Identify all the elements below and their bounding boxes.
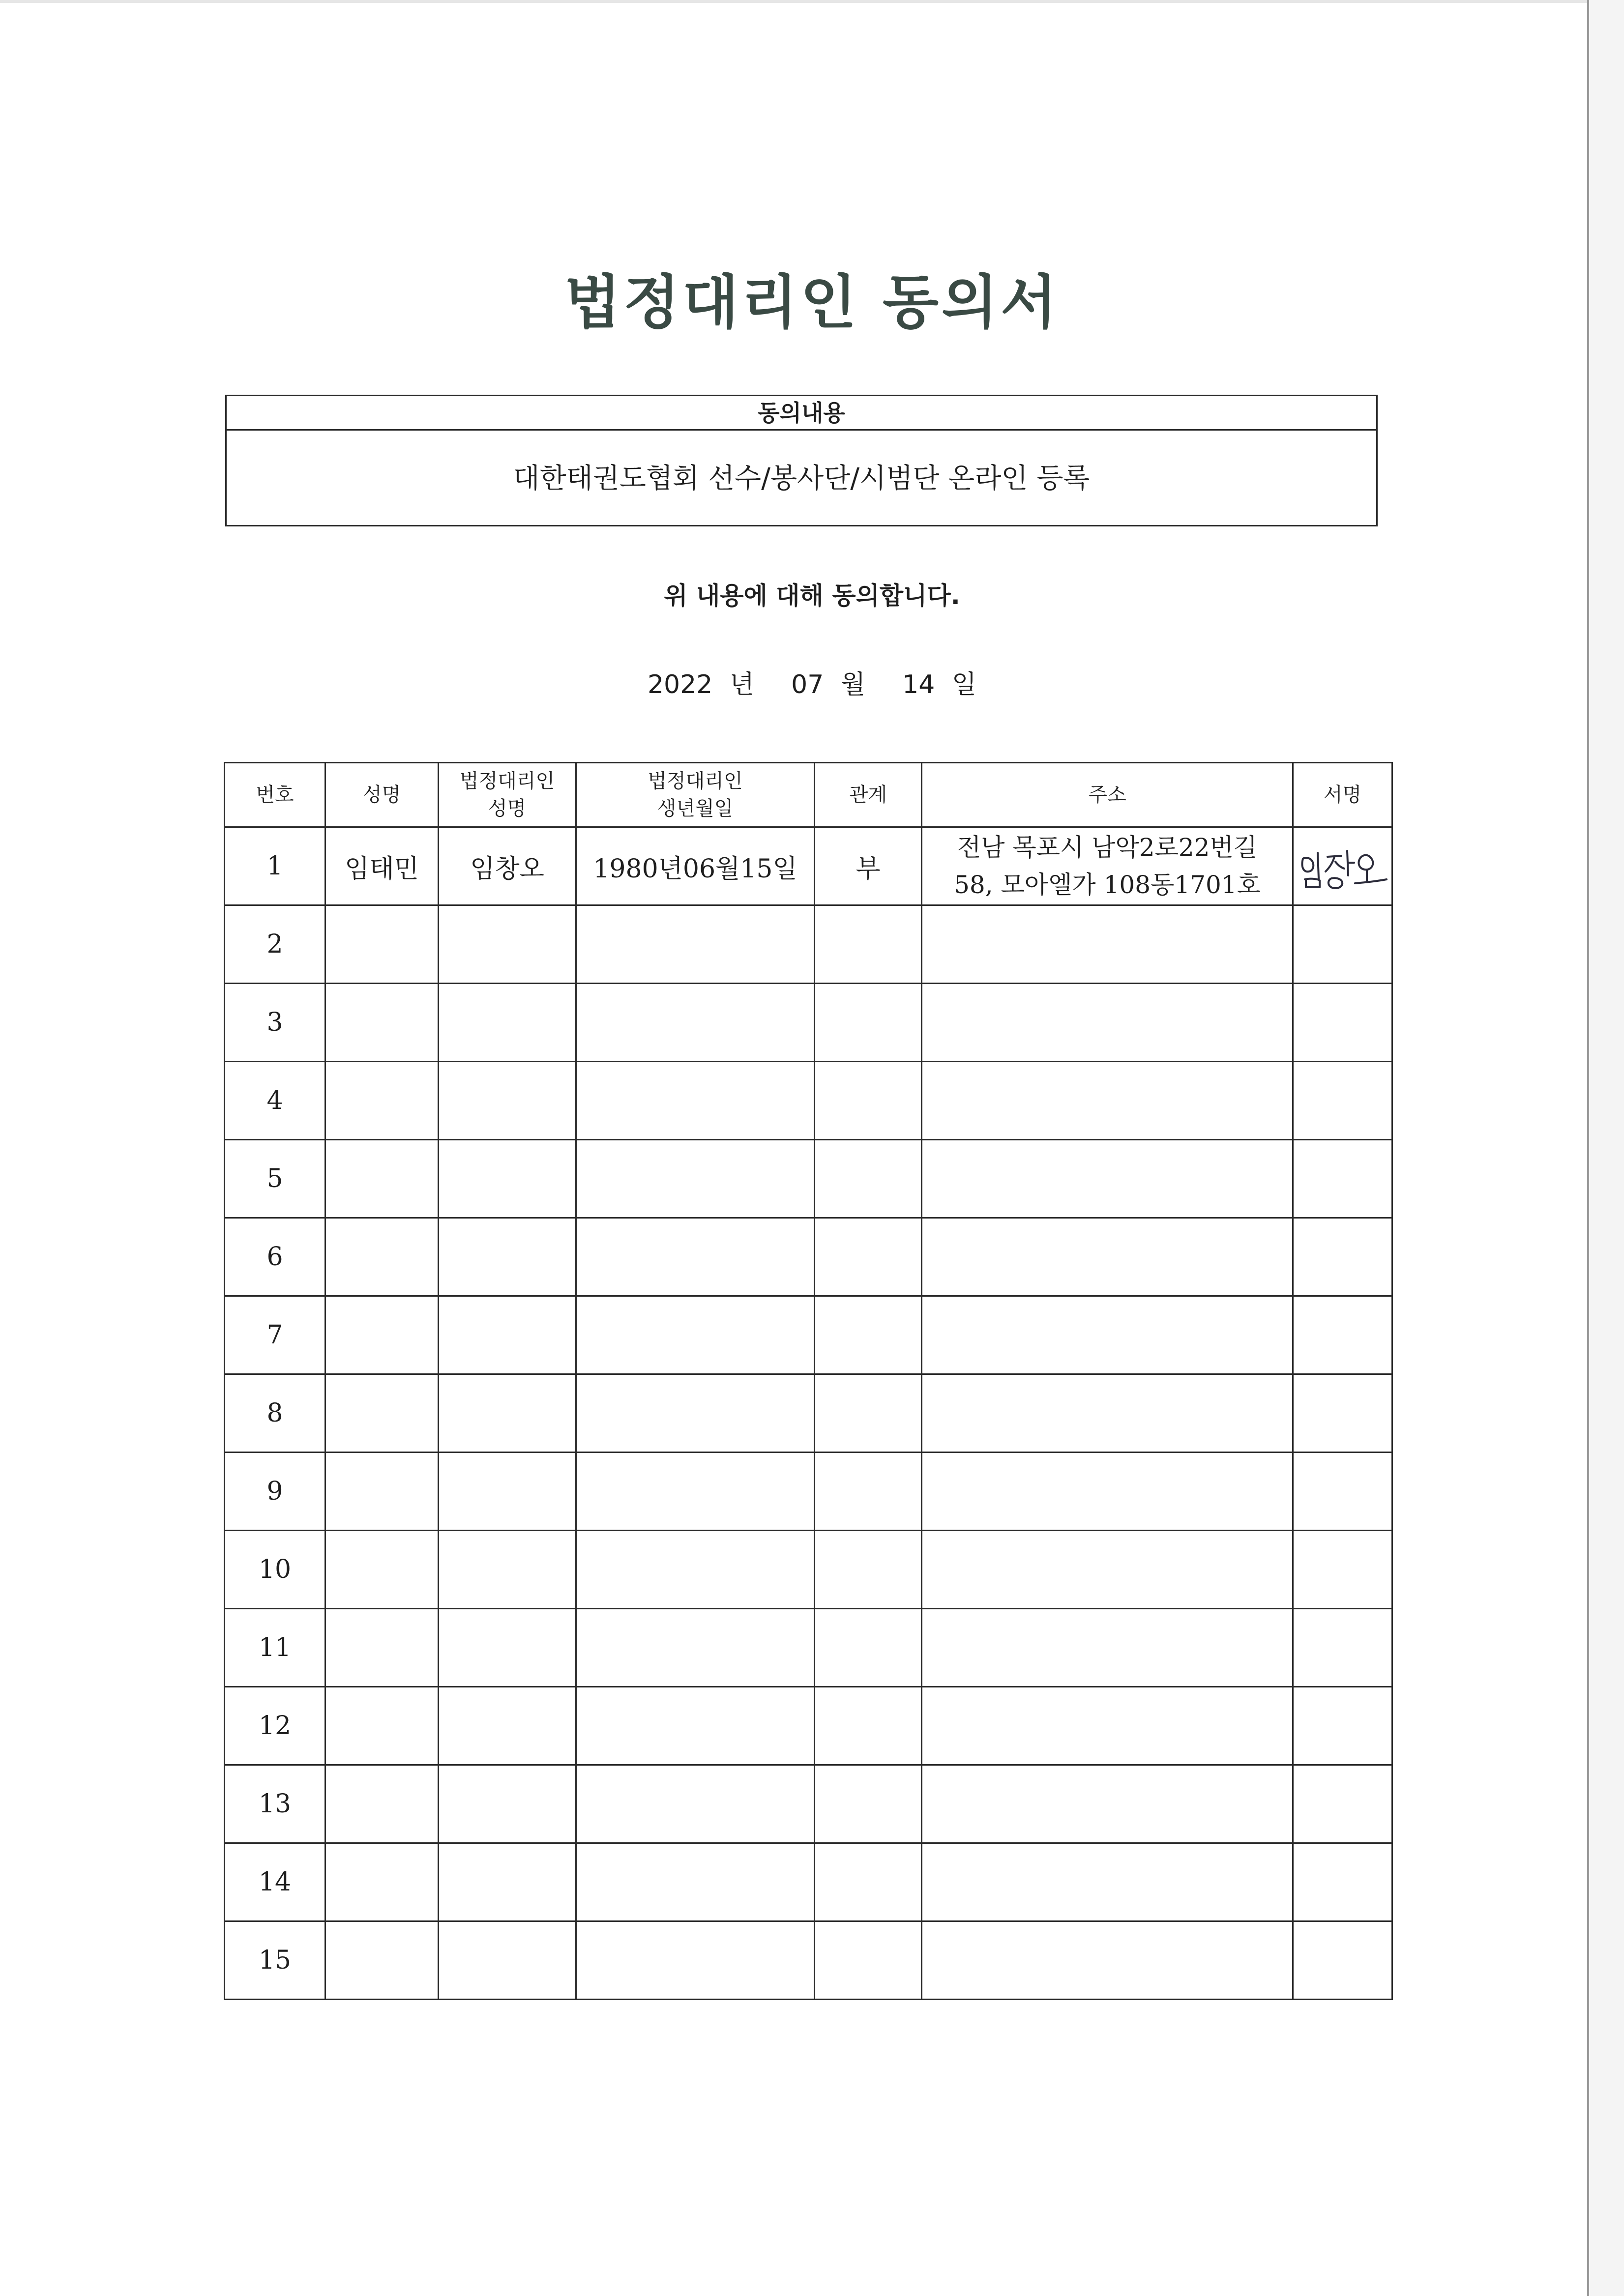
cell-guardian-name	[439, 1843, 576, 1921]
cell-relation	[815, 905, 922, 984]
cell-address	[922, 1765, 1293, 1843]
cell-name	[325, 1140, 439, 1218]
cell-address	[922, 1609, 1293, 1687]
cell-guardian-birth	[576, 1218, 815, 1296]
table-row	[225, 1374, 1392, 1453]
cell-guardian-birth	[576, 1140, 815, 1218]
date-day: 14	[902, 670, 935, 699]
cell-no: 14	[225, 1843, 325, 1921]
cell-guardian-birth	[576, 1843, 815, 1921]
table-row	[225, 1687, 1392, 1765]
consent-header: 동의내용	[227, 396, 1376, 431]
cell-address	[922, 984, 1293, 1062]
cell-name	[325, 1062, 439, 1140]
cell-signature	[1293, 1765, 1392, 1843]
scan-edge-margin	[1589, 0, 1624, 2296]
cell-relation	[815, 1453, 922, 1531]
cell-guardian-birth: 1980년06월15일	[576, 827, 815, 905]
header-guardian-name-line2: 성명	[488, 797, 527, 820]
cell-signature	[1293, 1218, 1392, 1296]
cell-signature	[1293, 1531, 1392, 1609]
consent-body: 대한태권도협회 선수/봉사단/시범단 온라인 등록	[513, 463, 1090, 494]
cell-guardian-name	[439, 1218, 576, 1296]
address-line-2: 58, 모아엘가 108동1701호	[954, 871, 1261, 899]
cell-relation	[815, 1609, 922, 1687]
cell-relation	[815, 1921, 922, 2000]
table-row	[225, 827, 1392, 905]
cell-guardian-birth	[576, 1531, 815, 1609]
cell-no: 12	[225, 1687, 325, 1765]
cell-relation	[815, 984, 922, 1062]
cell-signature	[1293, 1609, 1392, 1687]
cell-relation	[815, 1062, 922, 1140]
cell-guardian-name	[439, 1531, 576, 1609]
cell-no: 9	[225, 1453, 325, 1531]
cell-guardian-name	[439, 1687, 576, 1765]
consent-box	[225, 395, 1378, 526]
cell-guardian-name: 임창오	[439, 827, 576, 905]
cell-guardian-name	[439, 984, 576, 1062]
table-row	[225, 1609, 1392, 1687]
cell-guardian-birth	[576, 1374, 815, 1453]
cell-name	[325, 1921, 439, 2000]
cell-no: 1	[225, 827, 325, 905]
cell-signature	[1293, 905, 1392, 984]
cell-guardian-name	[439, 1296, 576, 1374]
cell-signature	[1293, 984, 1392, 1062]
cell-address	[922, 1843, 1293, 1921]
cell-no: 13	[225, 1765, 325, 1843]
cell-address	[922, 1453, 1293, 1531]
header-guardian-name	[439, 763, 576, 827]
cell-name	[325, 1453, 439, 1531]
table-row	[225, 1921, 1392, 2000]
scan-edge-top	[0, 0, 1624, 3]
header-guardian-birth	[576, 763, 815, 827]
date-year: 2022	[647, 670, 713, 699]
guardian-table	[224, 762, 1393, 2000]
table-row	[225, 905, 1392, 984]
cell-relation	[815, 1843, 922, 1921]
cell-guardian-birth	[576, 1453, 815, 1531]
cell-guardian-name	[439, 1609, 576, 1687]
cell-relation	[815, 1374, 922, 1453]
cell-address	[922, 1062, 1293, 1140]
cell-no: 8	[225, 1374, 325, 1453]
header-guardian-birth-line1: 법정대리인	[648, 770, 743, 792]
cell-relation	[815, 1765, 922, 1843]
date-day-unit: 일	[951, 670, 977, 699]
cell-relation	[815, 1531, 922, 1609]
cell-address	[922, 1218, 1293, 1296]
table-row	[225, 1218, 1392, 1296]
cell-no: 5	[225, 1140, 325, 1218]
table-header-row	[225, 763, 1392, 827]
header-signature: 서명	[1293, 763, 1392, 827]
cell-guardian-name	[439, 1062, 576, 1140]
header-name: 성명	[325, 763, 439, 827]
table-row	[225, 1531, 1392, 1609]
cell-no: 11	[225, 1609, 325, 1687]
header-relation: 관계	[815, 763, 922, 827]
table-row	[225, 984, 1392, 1062]
cell-address	[922, 1140, 1293, 1218]
cell-guardian-birth	[576, 1687, 815, 1765]
cell-signature	[1293, 1374, 1392, 1453]
table-row	[225, 1140, 1392, 1218]
cell-address	[922, 1374, 1293, 1453]
cell-address	[922, 905, 1293, 984]
table-row	[225, 1062, 1392, 1140]
cell-address	[922, 827, 1293, 905]
cell-no: 2	[225, 905, 325, 984]
cell-guardian-name	[439, 1453, 576, 1531]
cell-name	[325, 1687, 439, 1765]
cell-guardian-name	[439, 1374, 576, 1453]
cell-name	[325, 1765, 439, 1843]
date-year-unit: 년	[729, 670, 755, 699]
cell-name	[325, 1531, 439, 1609]
cell-guardian-birth	[576, 905, 815, 984]
cell-relation	[815, 1296, 922, 1374]
cell-guardian-birth	[576, 1609, 815, 1687]
cell-address	[922, 1531, 1293, 1609]
cell-guardian-birth	[576, 1296, 815, 1374]
cell-guardian-birth	[576, 1921, 815, 2000]
cell-relation	[815, 1140, 922, 1218]
table-row	[225, 1765, 1392, 1843]
cell-name	[325, 1609, 439, 1687]
cell-relation	[815, 1687, 922, 1765]
date-line	[0, 664, 1624, 700]
table-row	[225, 1843, 1392, 1921]
cell-signature	[1293, 1296, 1392, 1374]
agreement-text: 위 내용에 대해 동의합니다.	[664, 581, 960, 610]
cell-no: 15	[225, 1921, 325, 2000]
cell-no: 7	[225, 1296, 325, 1374]
table-row	[225, 1453, 1392, 1531]
cell-signature	[1293, 1921, 1392, 2000]
cell-signature	[1293, 1843, 1392, 1921]
cell-address	[922, 1687, 1293, 1765]
cell-guardian-birth	[576, 1062, 815, 1140]
cell-signature	[1293, 827, 1392, 905]
address-line-1: 전남 목포시 남악2로22번길	[957, 833, 1258, 862]
date-month: 07	[791, 670, 824, 699]
cell-relation: 부	[815, 827, 922, 905]
cell-guardian-name	[439, 1140, 576, 1218]
table-row	[225, 1296, 1392, 1374]
cell-name	[325, 1374, 439, 1453]
cell-no: 4	[225, 1062, 325, 1140]
cell-name	[325, 1218, 439, 1296]
cell-signature	[1293, 1062, 1392, 1140]
cell-address	[922, 1296, 1293, 1374]
cell-name	[325, 905, 439, 984]
cell-name	[325, 1843, 439, 1921]
document-title: 법정대리인 동의서	[564, 268, 1060, 336]
cell-relation	[815, 1218, 922, 1296]
cell-signature	[1293, 1453, 1392, 1531]
header-guardian-birth-line2: 생년월일	[657, 797, 734, 820]
cell-guardian-name	[439, 1921, 576, 2000]
header-no: 번호	[225, 763, 325, 827]
handwritten-signature	[1296, 839, 1389, 893]
date-month-unit: 월	[840, 670, 866, 699]
cell-no: 3	[225, 984, 325, 1062]
cell-address	[922, 1921, 1293, 2000]
cell-guardian-name	[439, 1765, 576, 1843]
cell-name: 임태민	[325, 827, 439, 905]
header-address: 주소	[922, 763, 1293, 827]
header-guardian-name-line1: 법정대리인	[459, 770, 555, 792]
cell-guardian-name	[439, 905, 576, 984]
cell-guardian-birth	[576, 984, 815, 1062]
cell-name	[325, 1296, 439, 1374]
cell-signature	[1293, 1687, 1392, 1765]
cell-guardian-birth	[576, 1765, 815, 1843]
cell-no: 6	[225, 1218, 325, 1296]
cell-no: 10	[225, 1531, 325, 1609]
cell-name	[325, 984, 439, 1062]
cell-signature	[1293, 1140, 1392, 1218]
